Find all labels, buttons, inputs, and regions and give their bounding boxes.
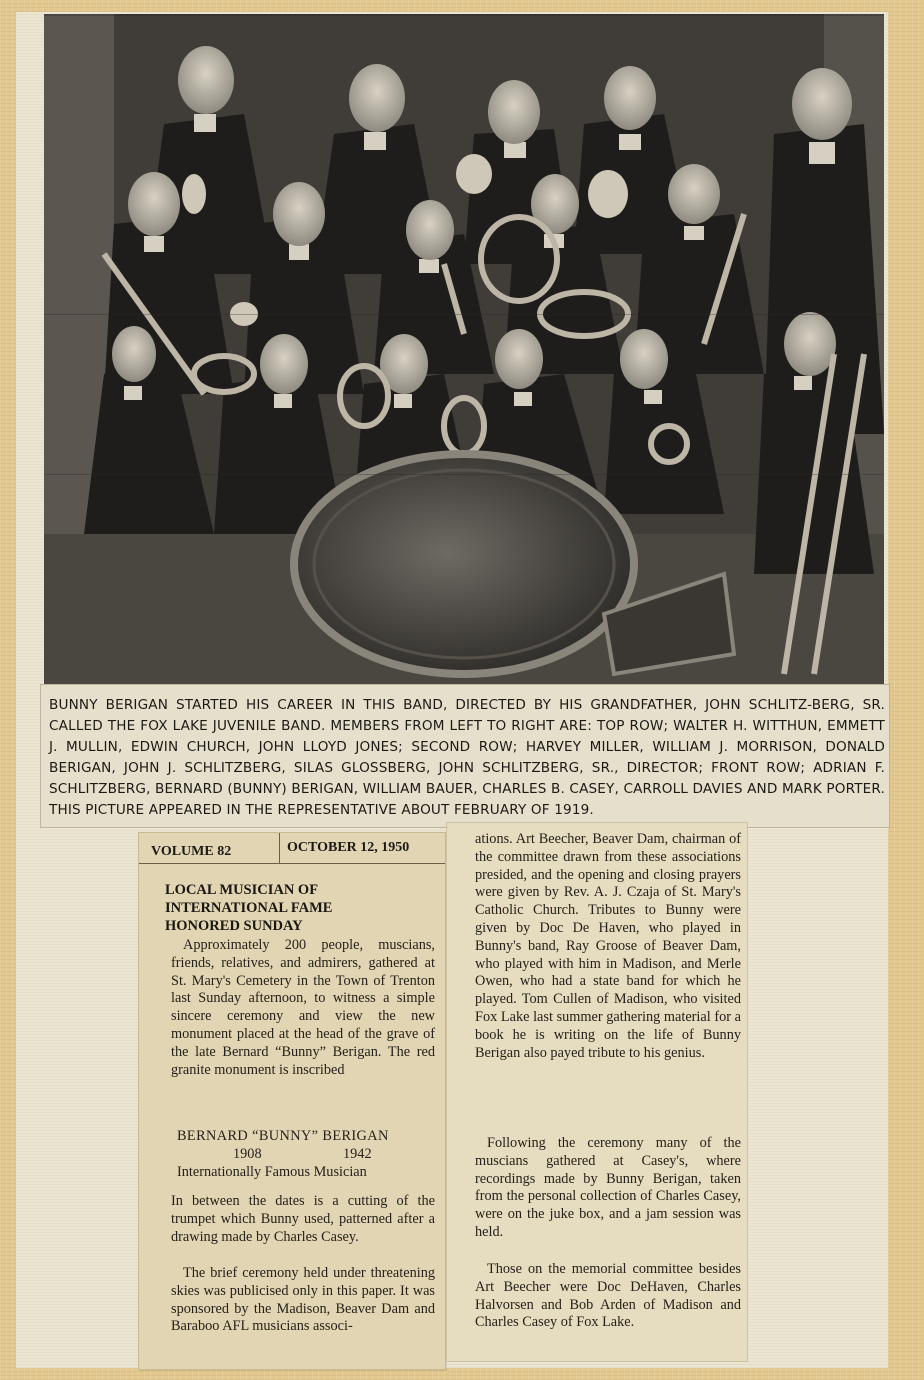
inscription-year-end: 1942	[343, 1146, 372, 1162]
article-paragraph: Following the ceremony many of the muscians gathered at Casey's, where recordings made by Bunny Berigan, taken from the personal collection of Charles Casey, were on the juke box, and a jam session was held.	[475, 1135, 741, 1240]
caption-text: BUNNY BERIGAN STARTED HIS CAREER IN THIS BAND, DIRECTED BY HIS GRANDFATHER, JOHN SCHLITZ-BERG, SR. CALLED THE FOX LAKE JUVENILE BAND. MEMBERS FROM LEFT TO RIGHT ARE: TOP ROW; WALTER H. WITTHUN, EMMETT J. MULLIN, EDWIN CHURCH, JOHN LLOYD JONES; SECOND ROW; HARVEY MILLER, WILLIAM J. MORRISON, DONALD BERIGAN, JOHN J. SCHLITZBERG, SILAS GLOSSBERG, JOHN SCHLITZBERG, SR., DIRECTOR; FRONT ROW; ADRIAN F. SCHLITZBERG, BERNARD (BUNNY) BERIGAN, WILLIAM BAUER, CHARLES B. CASEY, CARROLL DAVIES AND MARK PORTER. THIS PICTURE APPEARED IN THE REPRESENTATIVE ABOUT FEBRUARY OF 1919.	[49, 697, 885, 818]
article-paragraph: Approximately 200 people, muscians, friends, relatives, and admirers, gathered at St. Mary's Cemetery in the Town of Trenton last Sunday afternoon, to witness a simple sincere ceremony and view the new monument placed at the head of the grave of the late Bernard “Bunny” Berigan. The red granite monument is inscribed	[171, 937, 435, 1078]
article-paragraph: Those on the memorial committee besides Art Beecher were Doc DeHaven, Charles Halvorsen and Bob Arden of Madison and Charles Casey of Fox Lake.	[475, 1261, 741, 1331]
article-paragraph: The brief ceremony held under threatening skies was publicised only in this paper. It was sponsored by the Madison, Beaver Dam and Baraboo AFL musicians associ-	[171, 1265, 435, 1335]
article-paragraph: ations. Art Beecher, Beaver Dam, chairman of the committee drawn from these associations presided, and the opening and closing prayers were given by Rev. A. J. Czaja of St. Mary's Catholic Church. Tributes to Bunny were given by Doc De Haven, who played in Bunny's band, Ray Groose of Beaver Dam, who played with him in Madison, and Merle Owen, who had a state band for which he played. Tom Cullen of Madison, who visited Fox Lake last summer gathering material for a book he is writing on the life of Bunny Berigan also payed tribute to his genius.	[475, 831, 741, 1061]
inscription-subtitle: Internationally Famous Musician	[177, 1164, 367, 1180]
volume-label: VOLUME 82	[151, 844, 232, 859]
inscription-name: BERNARD “BUNNY” BERIGAN	[177, 1128, 389, 1144]
article-headline: LOCAL MUSICIAN OF INTERNATIONAL FAME HONORED SUNDAY	[165, 882, 333, 934]
article-paragraph: In between the dates is a cutting of the trumpet which Bunny used, patterned after a drawing made by Charles Casey.	[171, 1193, 435, 1245]
band-photo-image	[44, 14, 884, 684]
header-divider	[279, 833, 280, 863]
photo-caption	[40, 684, 890, 828]
inscription-year-start: 1908	[233, 1146, 262, 1162]
band-photo	[44, 14, 884, 684]
newspaper-clipping-left	[138, 832, 446, 1370]
newspaper-clipping-right	[446, 822, 748, 1362]
date-label: OCTOBER 12, 1950	[287, 840, 410, 855]
clipping-header	[139, 833, 445, 864]
